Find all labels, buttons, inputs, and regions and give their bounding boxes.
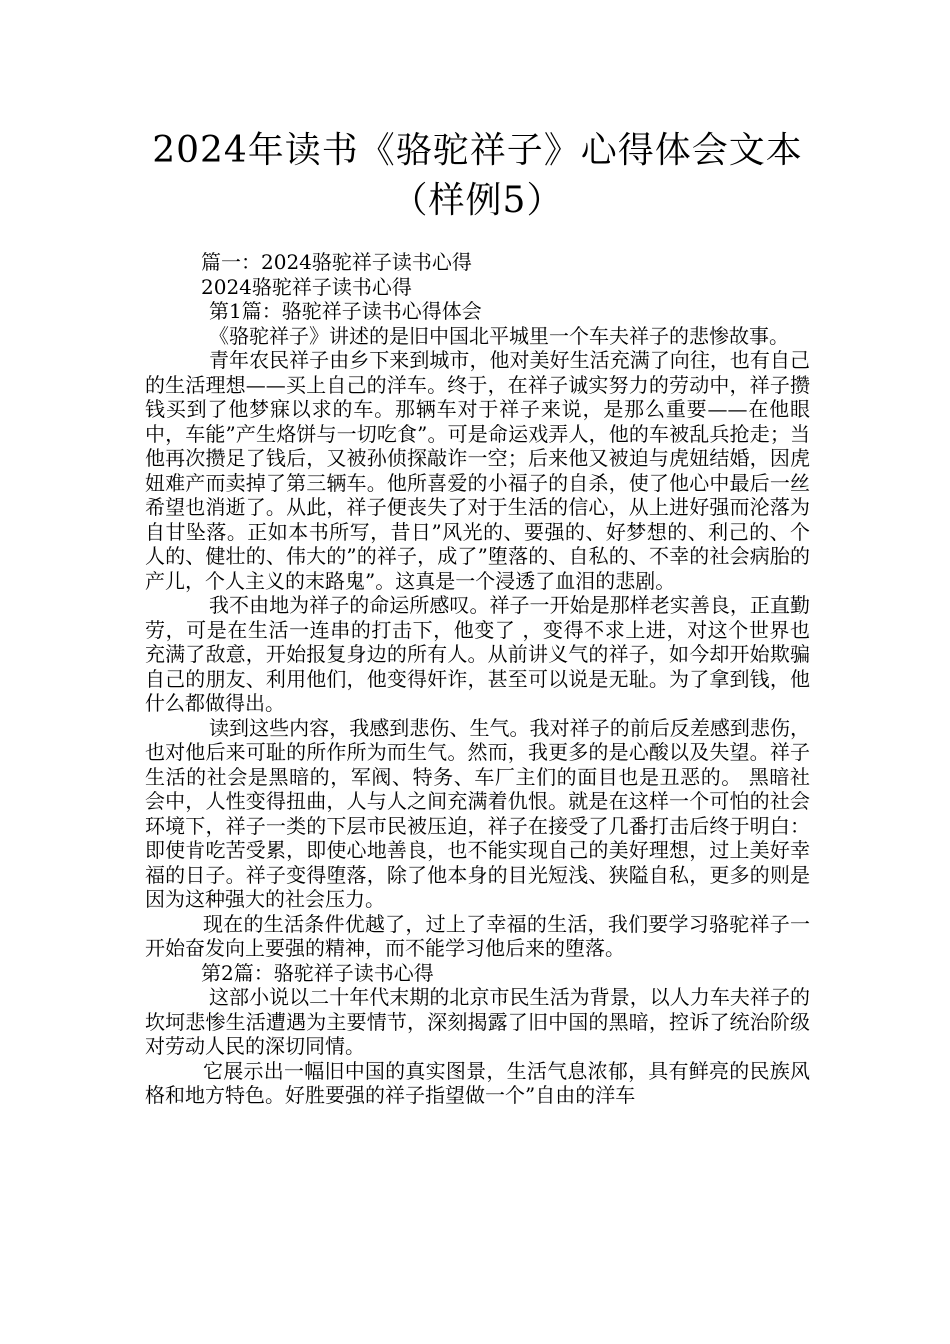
section-heading-2: 2024骆驼祥子读书心得	[201, 274, 412, 299]
paragraph-2: 青年农民祥子由乡下来到城市，他对美好生活充满了向往，也有自己的生活理想——买上自己的洋车。终于，在祥子诚实努力的劳动中，祥子攒钱买到了他梦寐以求的车。那辆车对于祥子来说，是那么重要——在他眼中，车能”产生烙饼与一切吃食”。可是命运戏弄人，他的车被乱兵抢走；当他再次攒足了钱后，又被孙侦探敲诈一空；后来他又被迫与虎妞结婚，因虎妞难产而卖掉了第三辆车。他所喜爱的小福子的自杀，使了他心中最后一丝希望也消逝了。从此，祥子便丧失了对于生活的信心，从上进好强而沦落为自甘坠落。正如本书所写，昔日”风光的、要强的、好梦想的、利己的、个人的、健壮的、伟大的”的祥子，成了”堕落的、自私的、不幸的社会病胎的产儿，个人主义的末路鬼”。这真是一个浸透了血泪的悲剧。	[145, 348, 810, 593]
title-line-2: （样例5）	[391, 180, 564, 221]
title-line-1: 2024年读书《骆驼祥子》心得体会文本	[152, 130, 803, 171]
section-heading-1: 篇一：2024骆驼祥子读书心得	[201, 250, 472, 274]
paragraph-3: 我不由地为祥子的命运所感叹。祥子一开始是那样老实善良，正直勤劳，可是在生活一连串的打击下，他变了 ，变得不求上进，对这个世界也充满了敌意，开始报复身边的所有人。从前讲义气的祥子，如今却开始欺骗自己的朋友、利用他们，他变得奸诈，甚至可以说是无耻。为了拿到钱，他什么都做得出。	[145, 593, 810, 715]
document-title	[145, 126, 810, 226]
section-heading-3: 第1篇：骆驼祥子读书心得体会	[209, 299, 482, 323]
paragraph-5: 现在的生活条件优越了，过上了幸福的生活，我们要学习骆驼祥子一开始奋发向上要强的精神，而不能学习他后来的堕落。	[145, 911, 810, 960]
paragraph-7: 它展示出一幅旧中国的真实图景，生活气息浓郁，具有鲜亮的民族风格和地方特色。好胜要强的祥子指望做一个”自由的洋车	[145, 1058, 810, 1107]
document-page	[145, 126, 810, 1108]
paragraph-1: 《骆驼祥子》讲述的是旧中国北平城里一个车夫祥子的悲惨故事。	[209, 323, 789, 348]
paragraph-6: 这部小说以二十年代末期的北京市民生活为背景，以人力车夫祥子的坎坷悲惨生活遭遇为主要情节，深刻揭露了旧中国的黑暗，控诉了统治阶级对劳动人民的深切同情。	[145, 985, 810, 1058]
document-body	[145, 250, 810, 1108]
paragraph-4: 读到这些内容，我感到悲伤、生气。我对祥子的前后反差感到悲伤，也对他后来可耻的所作所为而生气。然而，我更多的是心酸以及失望。祥子生活的社会是黑暗的，军阀、特务、车厂主们的面目也是丑恶的。 黑暗社会中，人性变得扭曲，人与人之间充满着仇恨。就是在这样一个可怕的社会环境下，祥子一类的下层市民被压迫，祥子在接受了几番打击后终于明白：即使肯吃苦受累，即使心地善良，也不能实现自己的美好理想，过上美好幸福的日子。祥子变得堕落，除了他本身的目光短浅、狭隘自私，更多的则是因为这种强大的社会压力。	[145, 715, 810, 911]
section-heading-4: 第2篇：骆驼祥子读书心得	[201, 960, 434, 985]
